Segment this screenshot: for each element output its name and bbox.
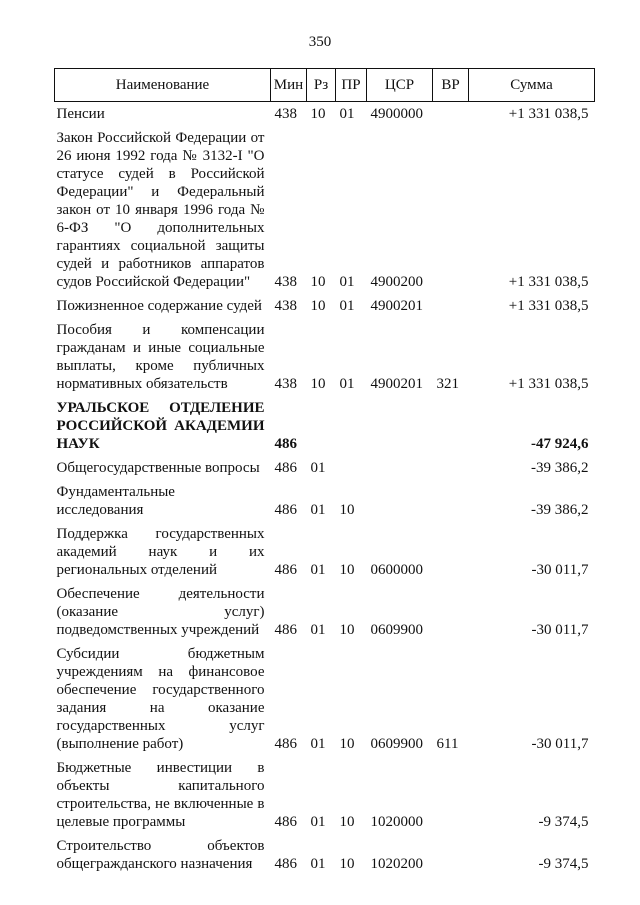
- table-row: [55, 102, 595, 124]
- cell-min: 486: [274, 856, 297, 872]
- cell-pr: 01: [339, 106, 355, 122]
- cell-name: Субсидии бюджетным учреждениям на финансовое обеспечение государственного задания на оказание государственных услуг (выполнение работ): [56, 646, 265, 752]
- cell-sum: -9 374,5: [538, 856, 589, 872]
- cell-min: 486: [274, 736, 297, 752]
- cell-sum: -30 011,7: [531, 736, 589, 752]
- cell-sum: -9 374,5: [538, 814, 589, 830]
- cell-min: 486: [274, 460, 297, 476]
- cell-pr: [336, 393, 367, 453]
- cell-min: 438: [274, 106, 297, 122]
- table-header: [55, 69, 595, 102]
- cell-rz: 01: [310, 502, 326, 518]
- cell-sum: +1 331 038,5: [508, 106, 589, 122]
- cell-sum: -30 011,7: [531, 562, 589, 578]
- cell-csr: 4900201: [370, 298, 423, 314]
- cell-min: 438: [274, 298, 297, 314]
- cell-pr: 01: [339, 274, 355, 290]
- cell-name: УРАЛЬСКОЕ ОТДЕЛЕНИЕ РОССИЙСКОЙ АКАДЕМИИ НАУК: [56, 400, 265, 452]
- cell-min: 438: [274, 376, 297, 392]
- table-row: [55, 831, 595, 873]
- cell-vr: [433, 753, 469, 831]
- cell-csr: 1020200: [370, 856, 423, 872]
- cell-rz: 10: [310, 274, 326, 290]
- cell-pr: [336, 453, 367, 477]
- header-min: Мин: [271, 69, 307, 102]
- cell-csr: 4900000: [370, 106, 423, 122]
- cell-name: Бюджетные инвестиции в объекты капитального строительства, не включенные в целевые программы: [56, 760, 265, 830]
- cell-rz: 01: [310, 460, 326, 476]
- cell-pr: 10: [339, 856, 355, 872]
- header-vr: ВР: [433, 69, 469, 102]
- cell-rz: [307, 393, 336, 453]
- cell-sum: -47 924,6: [531, 436, 589, 452]
- cell-pr: 10: [339, 814, 355, 830]
- table-body: [55, 102, 595, 874]
- header-name: Наименование: [55, 69, 271, 102]
- cell-csr: 0609900: [370, 736, 423, 752]
- cell-csr: 0600000: [370, 562, 423, 578]
- cell-rz: 10: [310, 376, 326, 392]
- page-number: 350: [308, 34, 332, 50]
- header-sum: Сумма: [469, 69, 595, 102]
- cell-csr: [367, 453, 433, 477]
- cell-rz: 01: [310, 562, 326, 578]
- cell-pr: 10: [339, 736, 355, 752]
- cell-min: 486: [274, 562, 297, 578]
- table-row: [55, 291, 595, 315]
- cell-name: Фундаментальные исследования: [56, 484, 175, 518]
- cell-rz: 01: [310, 736, 326, 752]
- cell-min: 486: [274, 622, 297, 638]
- cell-min: 486: [274, 502, 297, 518]
- cell-csr: [367, 477, 433, 519]
- cell-rz: 01: [310, 622, 326, 638]
- cell-min: 486: [274, 814, 297, 830]
- cell-rz: 01: [310, 814, 326, 830]
- table-row: [55, 753, 595, 831]
- cell-sum: -39 386,2: [531, 460, 589, 476]
- table-row: [55, 639, 595, 753]
- cell-sum: -30 011,7: [531, 622, 589, 638]
- header-csr: ЦСР: [367, 69, 433, 102]
- cell-rz: 10: [310, 106, 326, 122]
- cell-vr: [433, 291, 469, 315]
- cell-vr: [433, 453, 469, 477]
- cell-pr: 01: [339, 298, 355, 314]
- budget-table: [54, 68, 595, 873]
- cell-vr: [433, 831, 469, 873]
- header-pr: ПР: [336, 69, 367, 102]
- cell-name: Поддержка государственных академий наук и их региональных отделений: [56, 526, 265, 578]
- cell-name: Строительство объектов общегражданского назначения: [56, 838, 265, 872]
- cell-pr: 10: [339, 562, 355, 578]
- cell-csr: 0609900: [370, 622, 423, 638]
- header-rz: Рз: [307, 69, 336, 102]
- cell-name: Пожизненное содержание судей: [56, 298, 262, 314]
- table-row: [55, 393, 595, 453]
- cell-min: 486: [274, 436, 297, 452]
- cell-vr: 321: [436, 376, 459, 392]
- cell-sum: +1 331 038,5: [508, 298, 589, 314]
- cell-vr: [433, 123, 469, 291]
- cell-vr: [433, 393, 469, 453]
- cell-min: 438: [274, 274, 297, 290]
- cell-csr: 1020000: [370, 814, 423, 830]
- cell-csr: 4900201: [370, 376, 423, 392]
- cell-name: Пособия и компенсации гражданам и иные социальные выплаты, кроме публичных нормативных обязательств: [56, 322, 265, 392]
- cell-csr: 4900200: [370, 274, 423, 290]
- cell-pr: 10: [339, 622, 355, 638]
- cell-vr: [433, 579, 469, 639]
- cell-name: Пенсии: [56, 106, 105, 122]
- cell-vr: [433, 519, 469, 579]
- cell-rz: 01: [310, 856, 326, 872]
- table-row: [55, 123, 595, 291]
- cell-pr: 01: [339, 376, 355, 392]
- table-row: [55, 477, 595, 519]
- cell-name: Закон Российской Федерации от 26 июня 1992 года № 3132-I "О статусе судей в Российской Федерации" и Федеральный закон от 10 января 1996 года № 6-ФЗ "О дополнительных гарантиях социальной защиты судей и работников аппаратов судов Российской Федерации": [56, 130, 265, 290]
- cell-rz: 10: [310, 298, 326, 314]
- table-row: [55, 579, 595, 639]
- table-row: [55, 519, 595, 579]
- table-row: [55, 453, 595, 477]
- cell-sum: -39 386,2: [531, 502, 589, 518]
- cell-vr: 611: [436, 736, 459, 752]
- cell-name: Общегосударственные вопросы: [56, 460, 260, 476]
- table-row: [55, 315, 595, 393]
- cell-pr: 10: [339, 502, 355, 518]
- cell-name: Обеспечение деятельности (оказание услуг) подведомственных учреждений: [56, 586, 265, 638]
- cell-vr: [433, 477, 469, 519]
- cell-vr: [433, 102, 469, 124]
- cell-sum: +1 331 038,5: [508, 376, 589, 392]
- cell-csr: [367, 393, 433, 453]
- cell-sum: +1 331 038,5: [508, 274, 589, 290]
